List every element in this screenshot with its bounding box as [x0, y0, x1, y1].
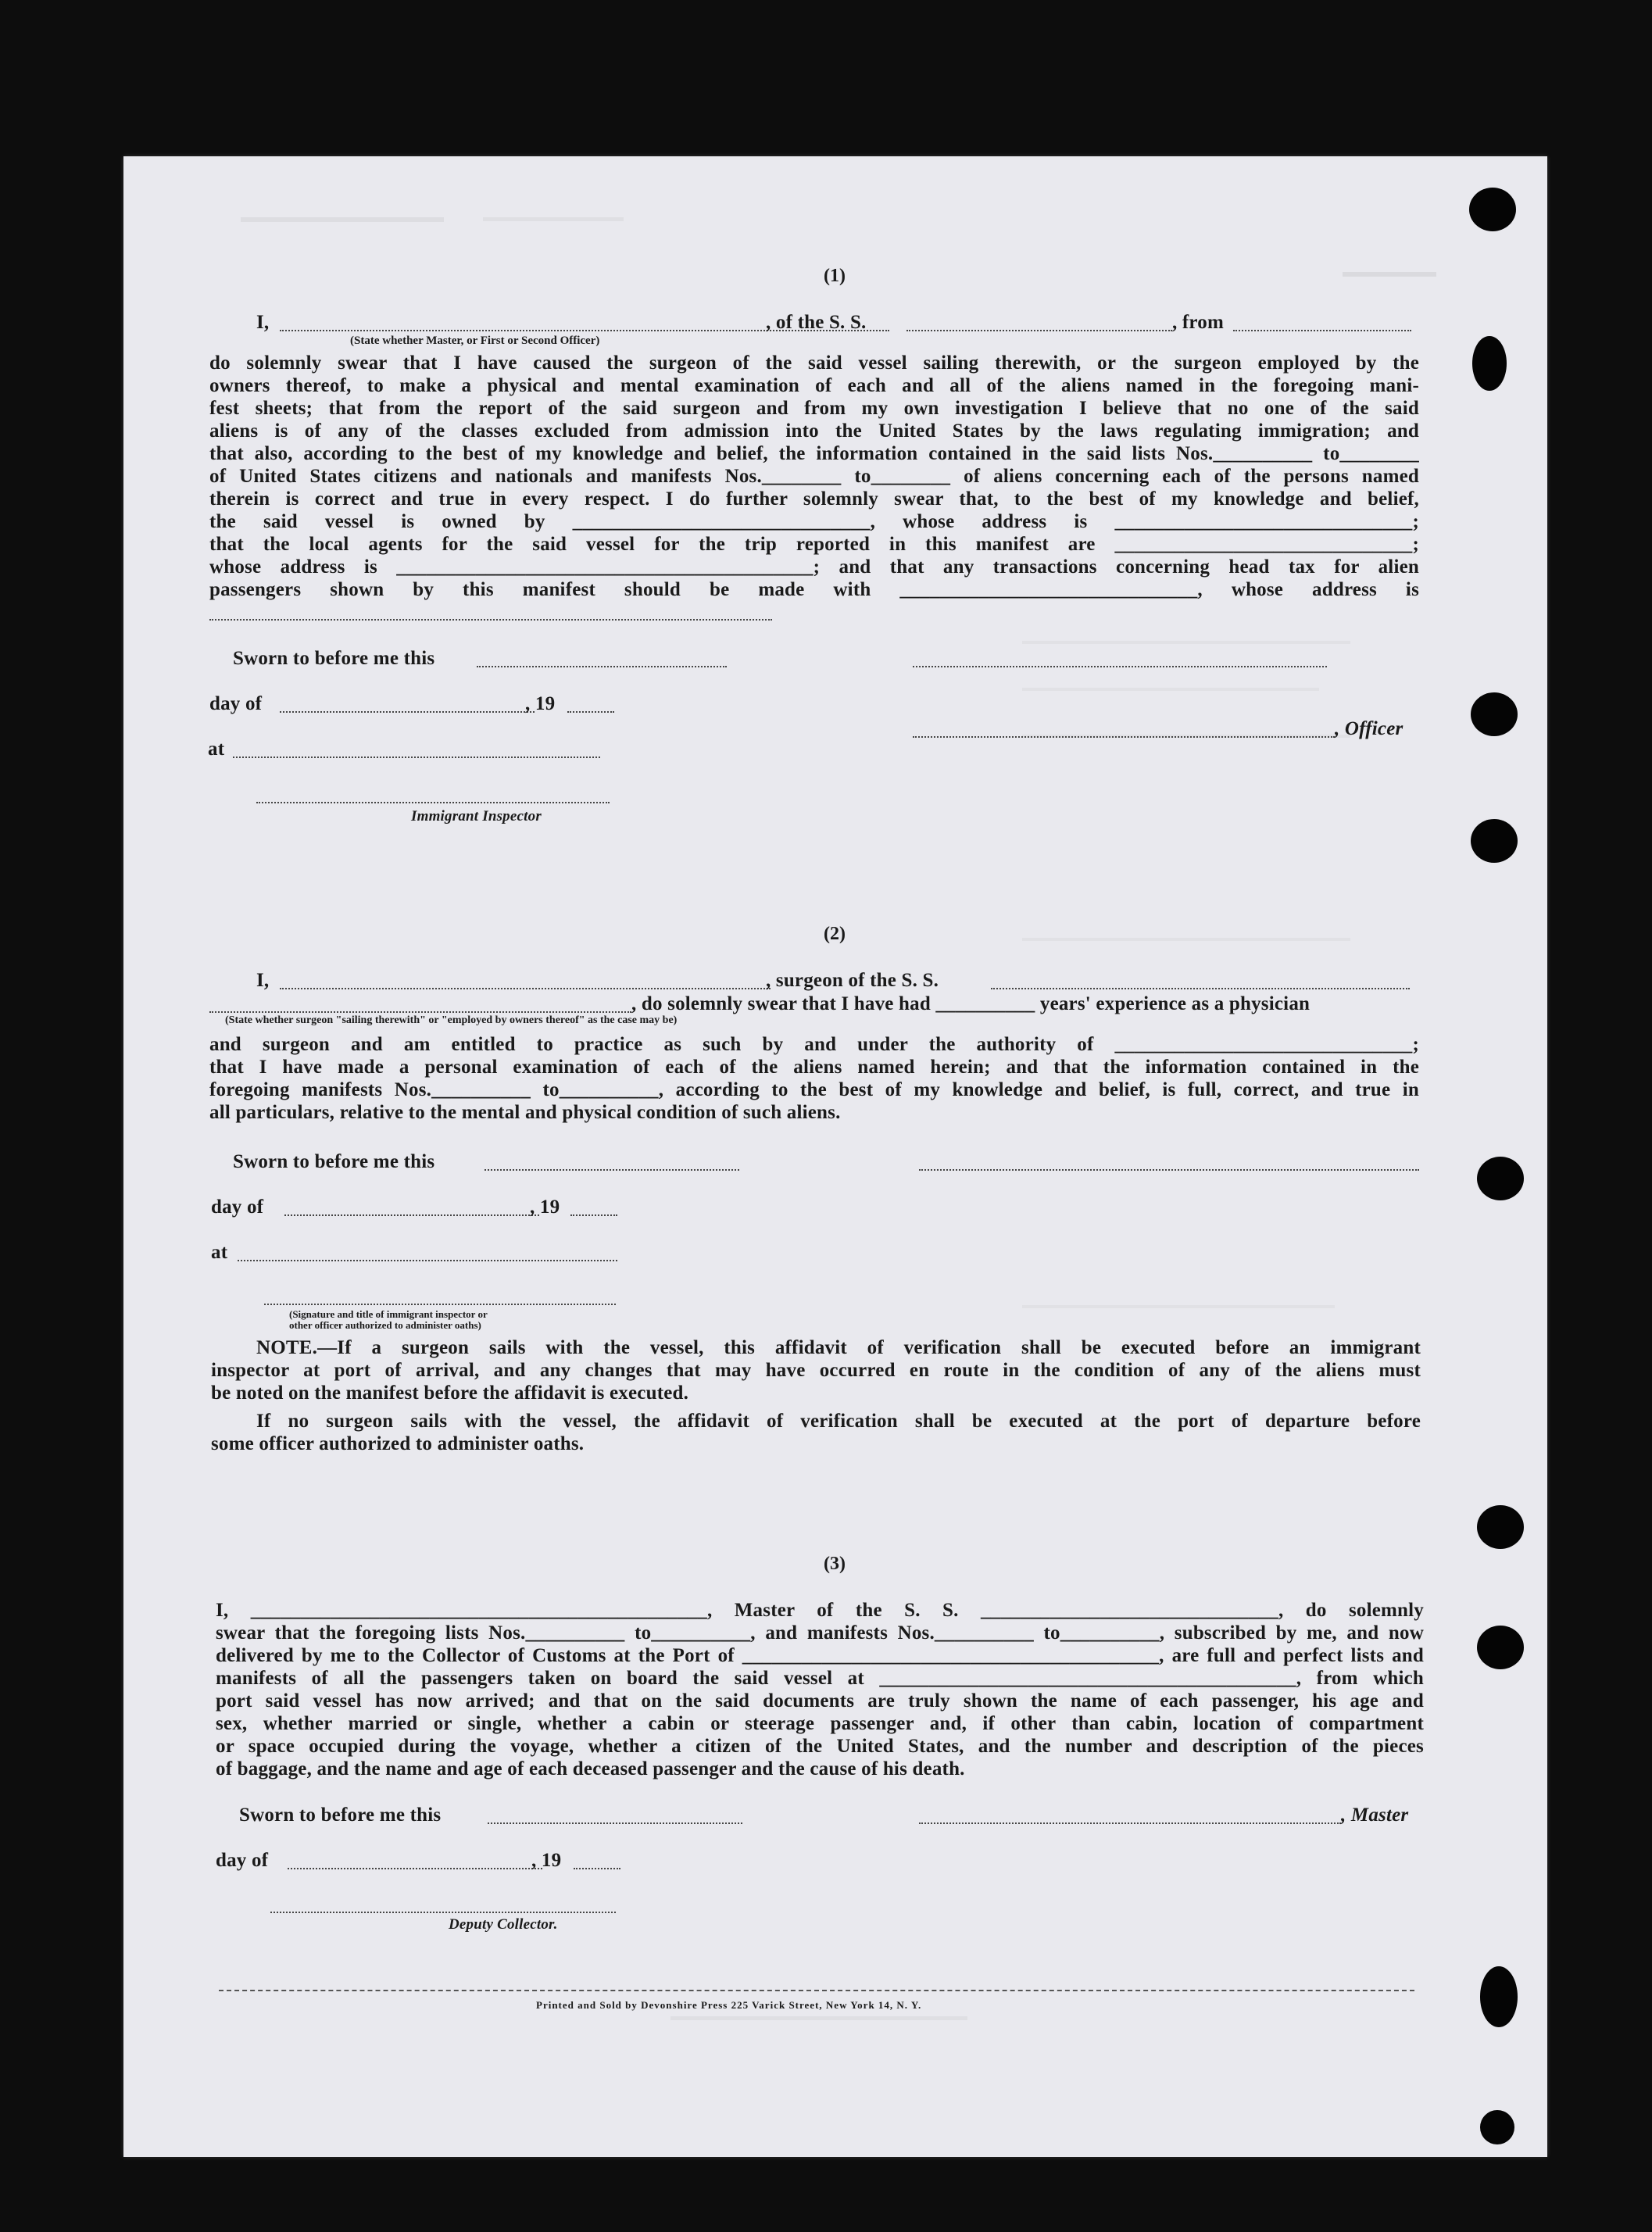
section-2-body-line: all particulars, relative to the mental and physical condition of such aliens.	[209, 1102, 841, 1123]
document-sheet	[123, 156, 1547, 2157]
note-line: inspector at port of arrival, and any changes that may have occurred en route in the condition of any of the aliens must	[211, 1360, 1421, 1381]
section-1-day-of-label: day of	[209, 693, 263, 714]
section-1-inspector-signature-field[interactable]	[256, 802, 610, 803]
section-3-body-line: swear that the foregoing lists Nos.__________ to__________, and manifests Nos.__________ to__________, subscribed by me, and now	[216, 1622, 1424, 1644]
section-3-heading: (3)	[824, 1554, 846, 1574]
section-1-at-field[interactable]	[233, 757, 600, 758]
bleed-through-mark	[1022, 938, 1350, 941]
punch-hole	[1472, 336, 1507, 391]
section-1-sworn-label: Sworn to before me this	[233, 648, 435, 669]
section-2-sworn-label: Sworn to before me this	[233, 1151, 435, 1172]
section-3-year-label: , 19	[531, 1850, 562, 1871]
punch-hole	[1471, 692, 1518, 736]
section-2-surgeon-of: , surgeon of the S. S.	[766, 970, 939, 991]
section-3-year-field[interactable]	[574, 1868, 620, 1869]
section-2-ship-name-field[interactable]	[991, 988, 1410, 989]
section-1-line-i: I,	[256, 312, 270, 333]
signature-note-line-1: (Signature and title of immigrant inspector or	[289, 1308, 488, 1320]
section-2-year-field[interactable]	[570, 1214, 617, 1216]
section-3-body-line: delivered by me to the Collector of Customs at the Port of __________________________________________, are full and perfect lists and	[216, 1645, 1424, 1666]
section-3-sworn-date-field[interactable]	[488, 1822, 742, 1824]
officer-note: (State whether Master, or First or Second Officer)	[350, 334, 600, 347]
section-2-line-2: , do solemnly swear that I have had __________ years' experience as a physician	[631, 993, 1311, 1014]
section-3-body-line: sex, whether married or single, whether a cabin or steerage passenger and, if other than cabin, location of compartment	[216, 1713, 1424, 1734]
section-3-body-line: port said vessel has now arrived; and that on the said documents are truly shown the name of each passenger, his age and	[216, 1690, 1424, 1712]
section-2-sworn-date-field[interactable]	[485, 1169, 739, 1171]
section-3-master-signature-field[interactable]	[919, 1822, 1341, 1824]
section-1-body-line: owners thereof, to make a physical and mental examination of each and all of the aliens named in the foregoing mani-	[209, 375, 1419, 396]
punch-hole	[1477, 1626, 1524, 1669]
note-line: NOTE.—If a surgeon sails with the vessel, this affidavit of verification shall be executed before an immigrant	[256, 1337, 1421, 1358]
section-2-day-of-field[interactable]	[284, 1214, 539, 1216]
section-3-collector-signature-field[interactable]	[270, 1912, 616, 1913]
section-1-from: , from	[1172, 312, 1224, 333]
bleed-through-mark	[1022, 688, 1319, 691]
note2-line: If no surgeon sails with the vessel, the affidavit of verification shall be executed at the port of departure before	[256, 1411, 1421, 1432]
bleed-through-mark	[1343, 272, 1436, 277]
section-3-sworn-label: Sworn to before me this	[239, 1805, 442, 1826]
section-1-inspector-label: Immigrant Inspector	[411, 808, 542, 824]
surgeon-note: (State whether surgeon "sailing therewith" or "employed by owners thereof" as the case may be)	[225, 1014, 678, 1026]
signature-note-line-2: other officer authorized to administer oaths)	[289, 1319, 481, 1331]
section-2-at-label: at	[211, 1242, 228, 1263]
footer-rule	[219, 1990, 1414, 1991]
note2-line: some officer authorized to administer oaths.	[211, 1433, 585, 1454]
section-2-signature-field[interactable]	[919, 1169, 1419, 1171]
section-1-body-line: therein is correct and true in every respect. I do further solemnly swear that, to the best of my knowledge and belief,	[209, 488, 1419, 510]
section-2-body-line: that I have made a personal examination of each of the aliens named herein; and that the information contained in the	[209, 1057, 1419, 1078]
section-1-year-field[interactable]	[567, 711, 614, 713]
section-2-body-line: and surgeon and am entitled to practice as such by and under the authority of ______________________________;	[209, 1034, 1419, 1055]
section-3-body-line: I, ______________________________________________, Master of the S. S. ______________________________, do solemnly	[216, 1600, 1424, 1621]
punch-hole	[1471, 819, 1518, 863]
section-1-body-line: whose address is __________________________________________; and that any transactions concerning head tax for alien	[209, 556, 1419, 578]
from-port-field[interactable]	[1233, 330, 1411, 331]
section-2-heading: (2)	[824, 924, 846, 944]
section-1-body-line: that the local agents for the said vessel for the trip reported in this manifest are ______________________________;	[209, 534, 1419, 555]
section-1-body-line: do solemnly swear that I have caused the surgeon of the said vessel sailing therewith, or the surgeon employed by the	[209, 352, 1419, 374]
section-1-body-line: fest sheets; that from the report of the said surgeon and from my own investigation I believe that no one of the said	[209, 398, 1419, 419]
section-3-body-line: manifests of all the passengers taken on board the said vessel at __________________________________________, from which	[216, 1668, 1424, 1689]
surgeon-name-field[interactable]	[280, 988, 771, 989]
bleed-through-mark	[483, 217, 624, 221]
section-2-day-of-label: day of	[211, 1196, 264, 1218]
section-2-at-field[interactable]	[238, 1260, 617, 1261]
section-1-body-line: the said vessel is owned by ______________________________, whose address is ______________________________;	[209, 511, 1419, 532]
deputy-collector-label: Deputy Collector.	[449, 1916, 558, 1933]
section-3-body-line: or space occupied during the voyage, whether a citizen of the United States, and the number and description of the pieces	[216, 1736, 1424, 1757]
section-3-day-of-field[interactable]	[288, 1868, 542, 1869]
punch-hole	[1469, 188, 1516, 231]
section-2-body-line: foregoing manifests Nos.__________ to__________, according to the best of my knowledge and belief, is full, correct, and true in	[209, 1079, 1419, 1100]
surgeon-status-field[interactable]	[209, 1011, 631, 1013]
section-3-body-line: of baggage, and the name and age of each deceased passenger and the cause of his death.	[216, 1758, 965, 1780]
ship-name-field[interactable]	[906, 330, 1172, 331]
section-2-year-label: , 19	[530, 1196, 560, 1218]
punch-hole	[1477, 1157, 1524, 1200]
bleed-through-mark	[670, 2016, 967, 2020]
section-1-body-line: of United States citizens and nationals and manifests Nos.________ to________ of aliens concerning each of the persons named	[209, 466, 1419, 487]
section-1-body-line: passengers shown by this manifest should be made with ______________________________, whose address is	[209, 579, 1419, 600]
section-1-sworn-date-field[interactable]	[477, 666, 727, 667]
section-2-inspector-signature-field[interactable]	[264, 1304, 616, 1305]
section-1-officer-field[interactable]	[913, 736, 1335, 738]
punch-hole	[1480, 2110, 1514, 2144]
section-1-body-line: that also, according to the best of my knowledge and belief, the information contained in the said lists Nos.__________ to________	[209, 443, 1419, 464]
section-1-officer-signature-field[interactable]	[913, 666, 1327, 667]
bleed-through-mark	[1022, 641, 1350, 644]
note-line: be noted on the manifest before the affidavit is executed.	[211, 1382, 689, 1404]
punch-hole	[1477, 1505, 1524, 1549]
section-2-line-i: I,	[256, 970, 270, 991]
section-1-at-label: at	[208, 739, 225, 760]
printer-imprint: Printed and Sold by Devonshire Press 225 Varick Street, New York 14, N. Y.	[536, 1999, 922, 2011]
punch-hole	[1480, 1966, 1518, 2027]
bleed-through-mark	[241, 217, 444, 222]
head-tax-address-field[interactable]	[209, 619, 772, 621]
bleed-through-mark	[1022, 1305, 1335, 1308]
section-1-body-line: aliens is of any of the classes excluded from admission into the United States by the laws regulating immigration; and	[209, 420, 1419, 442]
section-1-officer-label: , Officer	[1335, 718, 1403, 739]
section-3-master-label: , Master	[1341, 1805, 1409, 1826]
section-1-of-ss: , of the S. S.	[766, 312, 867, 333]
section-1-day-of-field[interactable]	[280, 711, 535, 713]
section-3-day-of-label: day of	[216, 1850, 269, 1871]
section-1-year-label: , 19	[525, 693, 556, 714]
section-1-heading: (1)	[824, 266, 846, 286]
